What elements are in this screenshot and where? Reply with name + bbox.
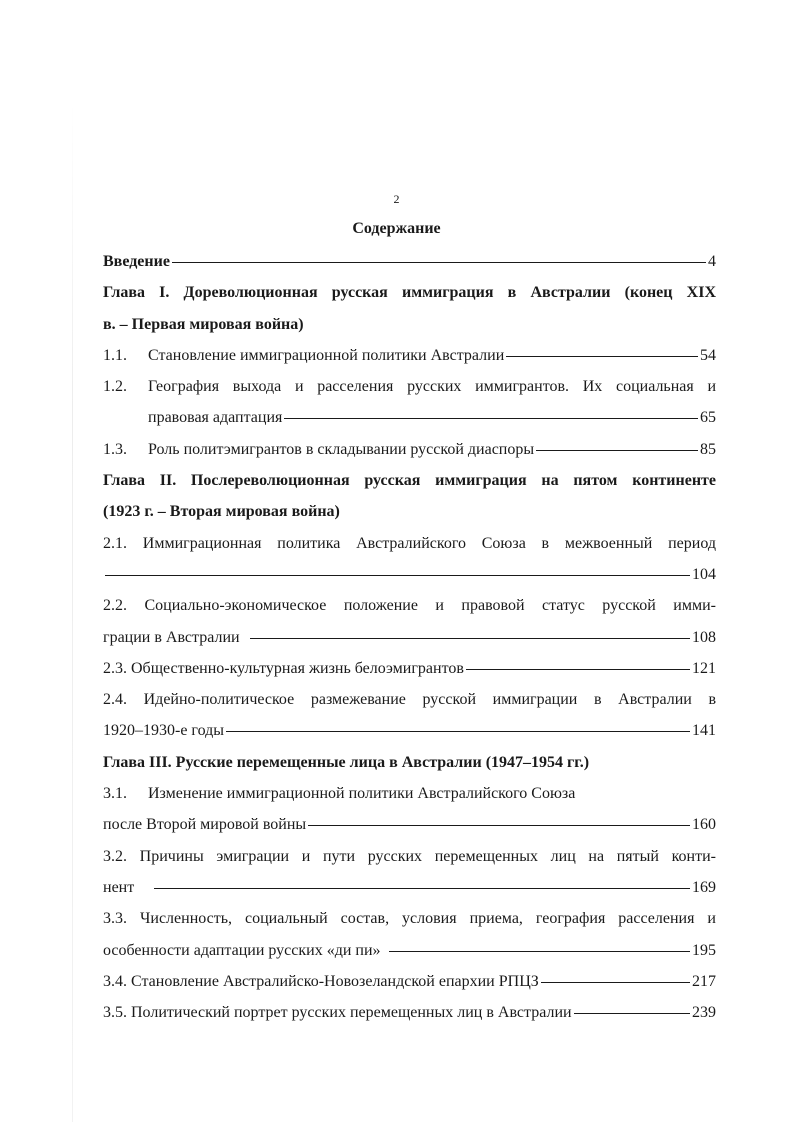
entry-number: 1.1. [103, 346, 127, 364]
entry-label: Роль политэмигрантов в складывании русской диаспоры [148, 440, 535, 458]
entry-page: 217 [692, 972, 716, 990]
toc-entry-3-2-line1: 3.2. Причины эмиграции и пути русских перемещенных лиц на пятый конти- [103, 847, 716, 865]
toc-entry-2-4-line1: 2.4. Идейно-политическое размежевание русской иммиграции в Австралии в [103, 691, 716, 709]
page-number: 2 [393, 192, 400, 206]
entry-label: Введение [103, 253, 170, 270]
entry-page: 104 [692, 565, 716, 583]
toc-entry-3-4 [103, 966, 716, 997]
toc-entry-intro [103, 246, 716, 277]
entry-label-continued: правовая адаптация [148, 409, 283, 427]
entry-number: 3.1. [103, 785, 127, 803]
toc-entry-3-2-line2 [103, 872, 716, 903]
toc-entry-2-4-line2 [103, 715, 716, 746]
entry-label: Изменение иммиграционной политики Австралийского Союза [148, 785, 576, 803]
toc-entry-1-3 [103, 434, 716, 465]
toc-entry-2-3 [103, 653, 716, 684]
toc-title: Содержание [352, 220, 441, 237]
entry-label-continued: 1920–1930-е годы [103, 722, 225, 740]
entry-label: Становление иммиграционной политики Австралии [148, 346, 505, 364]
leader-line [541, 982, 690, 983]
toc-entry-3-1-line1 [103, 778, 716, 809]
table-of-contents [103, 246, 716, 1028]
entry-label: 3.5. Политический портрет русских перемещенных лиц в Австралии [103, 1004, 572, 1022]
toc-entry-3-1-line2 [103, 809, 716, 840]
leader-line [466, 669, 690, 670]
entry-label: 3.4. Становление Австралийско-Новозеландской епархии РПЦЗ [103, 972, 539, 990]
chapter-2-title-line2: (1923 г. – Вторая мировая война) [103, 503, 340, 521]
entry-page: 4 [708, 253, 716, 270]
toc-entry-2-2-line2 [103, 622, 716, 653]
entry-label-continued: грации в Австралии [103, 628, 240, 646]
scan-edge-line [72, 100, 73, 1122]
entry-page: 169 [692, 878, 716, 896]
leader-line [308, 825, 690, 826]
chapter-3-title: Глава III. Русские перемещенные лица в Австралии (1947–1954 гг.) [103, 753, 590, 771]
entry-label-continued: особенности адаптации русских «ди пи» [103, 941, 381, 959]
leader-line [250, 638, 690, 639]
toc-entry-1-2-line1 [103, 371, 716, 402]
toc-entry-2-1-line2 [103, 559, 716, 590]
chapter-1-title-line1: Глава I. Дореволюционная русская иммиграция в Австралии (конец XIX [103, 284, 716, 302]
chapter-2-title-line1: Глава II. Послереволюционная русская иммиграция на пятом континенте [103, 472, 716, 490]
entry-number: 1.3. [103, 440, 127, 458]
entry-label: 2.3. Общественно-культурная жизнь белоэмигрантов [103, 659, 464, 677]
entry-page: 108 [692, 628, 716, 646]
entry-label: География выхода и расселения русских иммигрантов. Их социальная и [148, 378, 716, 396]
leader-line [226, 731, 690, 732]
toc-entry-3-5 [103, 997, 716, 1028]
entry-label-continued: нент [103, 878, 135, 896]
chapter-1-title-line2: в. – Первая мировая война) [103, 315, 304, 333]
leader-line [536, 450, 698, 451]
toc-entry-1-1 [103, 340, 716, 371]
toc-entry-1-2-line2 [103, 402, 716, 433]
toc-entry-3-3-line2 [103, 935, 716, 966]
leader-line [574, 1013, 690, 1014]
entry-page: 65 [700, 409, 716, 427]
leader-line [154, 888, 690, 889]
entry-page: 239 [692, 1004, 716, 1022]
leader-line [506, 356, 698, 357]
toc-entry-2-1-line1: 2.1. Иммиграционная политика Австралийского Союза в межвоенный период [103, 534, 716, 552]
leader-line [105, 575, 690, 576]
entry-page: 141 [692, 722, 716, 740]
toc-entry-2-2-line1: 2.2. Социально-экономическое положение и правовой статус русской имми- [103, 597, 716, 615]
entry-page: 85 [700, 440, 716, 458]
entry-number: 1.2. [103, 378, 127, 396]
toc-entry-3-3-line1: 3.3. Численность, социальный состав, условия приема, география расселения и [103, 910, 716, 928]
leader-line [284, 418, 698, 419]
entry-page: 160 [692, 816, 716, 834]
entry-page: 121 [692, 659, 716, 677]
entry-page: 54 [700, 346, 716, 364]
entry-label-continued: после Второй мировой войны [103, 816, 307, 834]
entry-page: 195 [692, 941, 716, 959]
leader-line [389, 951, 690, 952]
leader-line [172, 262, 706, 263]
